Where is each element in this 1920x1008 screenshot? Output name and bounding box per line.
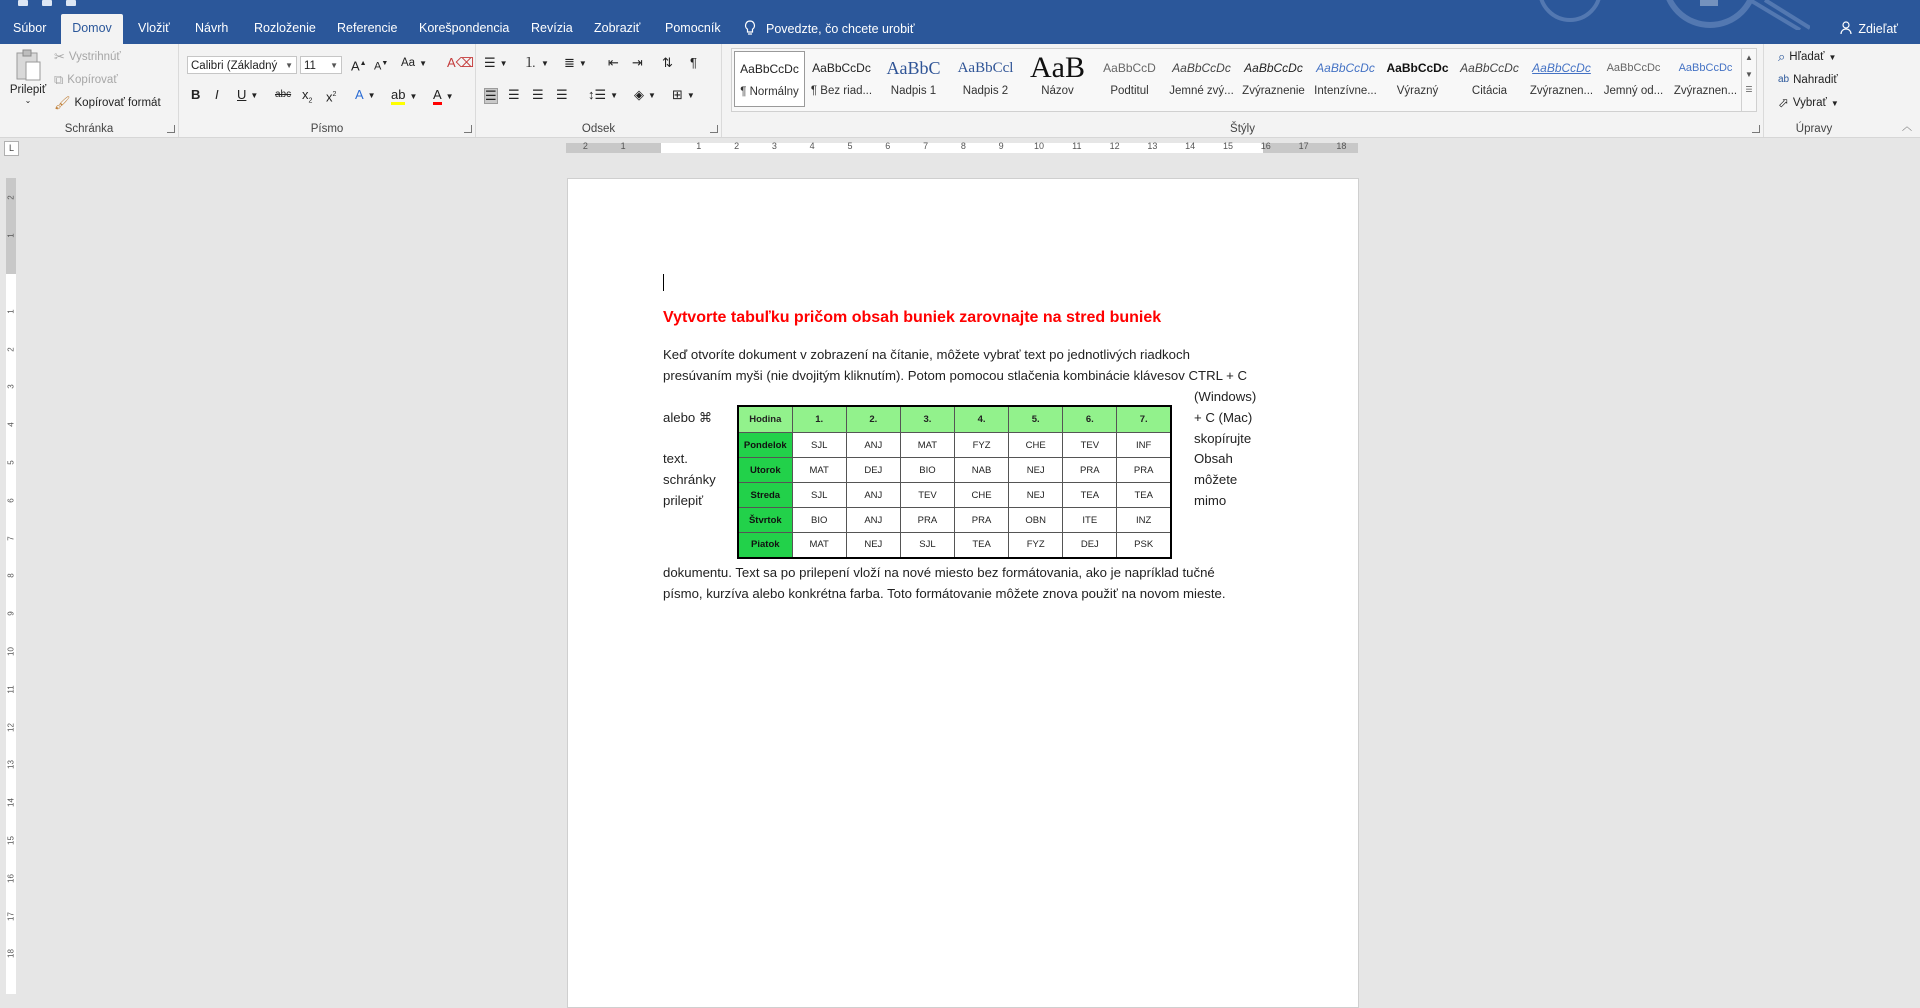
style-item[interactable] (1454, 51, 1525, 107)
redo-icon[interactable] (66, 0, 76, 6)
table-row (738, 433, 1171, 458)
shrink-font-button[interactable] (374, 57, 388, 74)
table-cell[interactable]: OBN (1009, 508, 1063, 533)
ruler-number: 8 (960, 141, 966, 151)
ruler-margin (566, 143, 661, 153)
cut-label: Vystrihnúť (68, 51, 121, 63)
style-name: Zvýraznen... (1673, 85, 1738, 97)
font-color-icon: A (433, 88, 442, 105)
table-cell[interactable]: CHE (955, 483, 1009, 508)
chevron-down-icon: ▼ (541, 58, 549, 68)
table-cell[interactable]: PRA (955, 508, 1009, 533)
chevron-down-icon: ▼ (285, 61, 293, 70)
ruler-number: 16 (6, 873, 16, 883)
table-cell[interactable]: BIO (792, 508, 846, 533)
style-name: Citácia (1471, 85, 1508, 97)
ruler-number: 16 (1260, 141, 1271, 151)
table-cell[interactable]: DEJ (846, 458, 900, 483)
ruler-number: 11 (1072, 141, 1082, 151)
chevron-down-icon: ▼ (1830, 98, 1839, 108)
chevron-down-icon: ▼ (499, 58, 508, 68)
underline-icon: U (237, 87, 247, 102)
style-name: Nadpis 1 (890, 85, 937, 97)
tell-me-text: Povedzte, čo chcete urobiť (766, 22, 915, 36)
grow-font-button[interactable] (351, 57, 367, 73)
table-header-cell[interactable]: 4. (955, 406, 1009, 433)
font-group (179, 44, 476, 137)
wrap-text-right: + C (Mac) (1194, 410, 1253, 425)
paragraph-line: dokumentu. Text sa po prilepení vloží na nové miesto bez formátovania, ako je napríklad tučné (663, 565, 1215, 580)
find-button[interactable] (1778, 50, 1836, 64)
style-item[interactable] (1382, 51, 1453, 107)
wrap-text-right: mimo (1194, 493, 1227, 508)
font-launcher-icon[interactable] (464, 125, 472, 133)
strikethrough-button[interactable] (275, 88, 291, 102)
table-header-row (738, 406, 1171, 433)
shrink-font-icon: A▼ (374, 60, 389, 73)
share-button[interactable] (1840, 14, 1898, 44)
font-group-label: Písmo (310, 123, 344, 135)
chevron-down-icon: ▼ (648, 90, 656, 100)
chevron-down-icon: ▼ (578, 58, 587, 68)
grow-font-icon: A▲ (351, 58, 367, 74)
text-cursor (663, 274, 664, 291)
style-item[interactable] (1310, 51, 1381, 107)
ruler-number: 12 (1109, 141, 1120, 151)
underline-button[interactable] (237, 88, 258, 102)
ruler-number: 3 (6, 384, 16, 390)
document-heading: Vytvorte tabuľku pričom obsah buniek zarovnajte na stred buniek (663, 309, 1162, 326)
ruler-number: 14 (6, 798, 16, 808)
ruler-number: 7 (6, 535, 16, 541)
style-item[interactable] (734, 51, 805, 107)
table-header-cell[interactable]: 1. (792, 406, 846, 433)
ruler-number: 2 (734, 141, 740, 151)
ruler-number: 17 (6, 911, 16, 921)
clear-formatting-icon: A⌫ (447, 55, 475, 70)
ruler-number: 14 (1185, 141, 1196, 151)
table-cell[interactable]: FYZ (1009, 532, 1063, 558)
cursor-arrow-icon: ⬀ (1778, 95, 1789, 110)
wrap-text-right: Obsah (1194, 451, 1233, 466)
subscript-button[interactable] (302, 88, 312, 109)
select-label: Vybrať (1792, 97, 1827, 109)
tab-file[interactable]: Súbor (13, 21, 47, 35)
table-header-cell[interactable]: 5. (1009, 406, 1063, 433)
table-cell[interactable]: NAB (955, 458, 1009, 483)
ruler-number: 12 (6, 722, 16, 732)
table-day-cell[interactable]: Streda (738, 483, 792, 508)
ruler-number: 2 (6, 195, 16, 201)
title-tab-bar (0, 0, 1920, 44)
style-name: Intenzívne... (1314, 85, 1377, 97)
pilcrow-icon: ¶ (690, 55, 697, 70)
chevron-up-icon[interactable]: ▲ (1745, 53, 1753, 62)
strikethrough-icon: abc (275, 89, 292, 100)
clipboard-launcher-icon[interactable] (167, 125, 175, 133)
style-sample: AaBbCcD (1103, 61, 1156, 75)
person-icon (1840, 21, 1852, 38)
find-label: Hľadať (1789, 51, 1825, 63)
chevron-down-icon: ▼ (686, 90, 695, 100)
sort-button[interactable] (662, 56, 673, 70)
format-painter-button[interactable] (54, 96, 161, 110)
paragraph-group-label: Odsek (581, 123, 616, 135)
style-sample: AaBbCcDc (1460, 61, 1519, 75)
table-cell[interactable]: TEV (1063, 433, 1117, 458)
paragraph-launcher-icon[interactable] (710, 125, 718, 133)
tell-me-box[interactable] (744, 14, 915, 44)
copy-button[interactable] (54, 73, 118, 87)
scissors-icon: ✂ (54, 49, 65, 64)
paste-label: Prilepiť (9, 84, 47, 96)
table-day-cell[interactable]: Piatok (738, 532, 792, 558)
bold-button[interactable] (191, 88, 200, 102)
table-day-cell[interactable]: Utorok (738, 458, 792, 483)
paste-button[interactable] (8, 48, 48, 104)
style-sample: AaBbCcDc (1606, 62, 1661, 74)
tab-layout[interactable]: Rozloženie (254, 21, 316, 35)
wrap-text-left: text. (663, 451, 688, 466)
styles-group-label: Štýly (1230, 123, 1255, 135)
ruler-number: 10 (1033, 141, 1045, 151)
style-name: ¶ Bez riad... (810, 85, 873, 97)
table-row (738, 458, 1171, 483)
font-size-value: 11 (304, 60, 316, 72)
superscript-button[interactable] (326, 88, 336, 104)
table-cell[interactable]: BIO (900, 458, 954, 483)
ruler-number: 11 (6, 685, 16, 694)
table-header-cell[interactable]: 6. (1063, 406, 1117, 433)
table-cell[interactable]: NEJ (1009, 458, 1063, 483)
chevron-down-icon: ▼ (409, 92, 418, 101)
shading-button[interactable] (634, 88, 656, 102)
italic-button[interactable] (215, 88, 219, 102)
bullet-list-icon: ☰ (484, 55, 496, 70)
ruler-number: 13 (6, 760, 16, 770)
subscript-icon: $x_2$ (302, 87, 313, 105)
style-item[interactable] (1670, 51, 1741, 107)
decrease-indent-button[interactable] (608, 56, 619, 70)
copy-icon: ⧉ (54, 72, 64, 87)
quick-access-toolbar (18, 0, 76, 8)
ruler-number: 1 (620, 141, 626, 151)
ruler-number: 4 (809, 141, 815, 151)
style-item[interactable] (1526, 51, 1597, 107)
ruler-number: 2 (6, 346, 16, 352)
style-item[interactable] (1238, 51, 1309, 107)
clipboard-icon (14, 48, 42, 82)
sort-icon: ⇅ (662, 55, 673, 70)
table-cell[interactable]: MAT (792, 458, 846, 483)
chevron-down-icon: ▼ (1828, 52, 1837, 62)
bold-icon: B (191, 87, 201, 102)
paint-bucket-icon: ◈ (634, 87, 644, 102)
tab-home[interactable]: Domov (61, 14, 123, 44)
wrap-text-right: môžete (1194, 472, 1238, 487)
vertical-ruler[interactable] (6, 178, 16, 994)
ruler-number: 13 (1147, 141, 1158, 151)
numbered-list-icon: ⒈ (524, 55, 538, 70)
table-cell[interactable]: TEA (955, 532, 1009, 558)
style-name: Podtitul (1110, 85, 1149, 97)
table-row (738, 508, 1171, 533)
tab-help[interactable]: Pomocník (665, 21, 721, 35)
decrease-indent-icon: ⇤ (608, 55, 619, 70)
ruler-number: 15 (6, 836, 16, 845)
table-cell[interactable]: INF (1117, 433, 1171, 458)
style-item[interactable] (1022, 51, 1093, 107)
chevron-down-icon: ▼ (610, 90, 619, 100)
align-left-icon: ☰ (485, 88, 497, 103)
text-effects-button[interactable] (355, 88, 376, 102)
justify-button[interactable] (556, 88, 568, 102)
style-name: Zvýraznenie (1242, 85, 1305, 97)
table-cell[interactable]: NEJ (1009, 483, 1063, 508)
line-spacing-button[interactable] (588, 88, 618, 102)
table-cell[interactable]: PRA (1063, 458, 1117, 483)
style-sample: AaBbC (886, 58, 941, 78)
ruler-number: 5 (847, 141, 853, 151)
style-item[interactable] (806, 51, 877, 107)
style-sample: AaBbCcDc (812, 61, 871, 75)
justify-icon: ☰ (556, 87, 568, 102)
align-right-icon: ☰ (532, 87, 544, 102)
timetable[interactable] (737, 405, 1172, 559)
style-sample: AaBbCcDc (1532, 61, 1591, 75)
select-button[interactable] (1778, 96, 1839, 110)
change-case-label: Aa (401, 57, 416, 69)
table-cell[interactable]: ITE (1063, 508, 1117, 533)
ruler-number: 10 (6, 647, 16, 656)
share-label: Zdieľať (1858, 22, 1898, 36)
replace-label: Nahradiť (1793, 74, 1838, 86)
table-cell[interactable]: TEA (1063, 483, 1117, 508)
ruler-number: 1 (6, 309, 16, 314)
editing-group-label: Úpravy (1795, 123, 1833, 135)
tab-view[interactable]: Zobraziť (594, 21, 641, 35)
table-cell[interactable]: MAT (792, 532, 846, 558)
styles-gallery-scroll[interactable] (1741, 48, 1757, 112)
style-sample: AaBbCcDc (1386, 61, 1449, 75)
style-sample: AaBbCcDc (1172, 61, 1231, 75)
paragraph-line: presúvaním myši (nie dvojitým kliknutím). Potom pomocou stlačenia kombinácie klávesov CTRL + C (663, 368, 1248, 383)
style-name: Výrazný (1396, 85, 1439, 97)
paragraph-group (476, 44, 722, 137)
ruler-number: 2 (582, 141, 588, 151)
ruler-number: 8 (6, 573, 16, 579)
wrap-text-right: (Windows) (1194, 389, 1257, 404)
search-icon: ⌕ (1778, 49, 1786, 64)
table-header-cell[interactable]: 2. (846, 406, 900, 433)
italic-icon: I (215, 87, 219, 102)
style-name: Zvýraznen... (1529, 85, 1594, 97)
style-name: Názov (1041, 85, 1074, 97)
style-sample: AaBbCcDc (740, 62, 799, 76)
chevron-down-icon: ▼ (250, 90, 259, 100)
horizontal-ruler[interactable] (566, 143, 1358, 153)
more-styles-icon[interactable]: ☰ (1745, 85, 1753, 94)
clear-formatting-button[interactable] (447, 56, 474, 70)
style-sample: AaBbCcDc (1678, 62, 1733, 74)
table-header-cell[interactable]: 3. (900, 406, 954, 433)
collapse-ribbon-icon[interactable]: ︿ (1902, 122, 1912, 133)
undo-icon[interactable] (42, 0, 52, 6)
increase-indent-icon: ⇥ (632, 55, 643, 70)
clipboard-group-label: Schránka (64, 123, 114, 135)
ruler-number: 7 (923, 141, 929, 151)
document-page[interactable] (567, 178, 1359, 1008)
styles-launcher-icon[interactable] (1752, 125, 1760, 133)
cut-button[interactable] (54, 50, 121, 64)
ruler-number: 18 (1336, 141, 1347, 151)
show-marks-button[interactable] (690, 56, 697, 70)
chevron-down-icon: ▼ (330, 61, 338, 70)
ribbon (0, 44, 1920, 138)
tab-mailings[interactable]: Korešpondencia (419, 21, 510, 35)
change-case-button[interactable] (401, 57, 427, 69)
table-row (738, 483, 1171, 508)
highlight-button[interactable] (391, 88, 417, 105)
table-header-cell[interactable]: 7. (1117, 406, 1171, 433)
tab-selector-icon[interactable]: L (4, 141, 19, 156)
table-cell[interactable]: ANJ (846, 433, 900, 458)
font-size-combo[interactable] (300, 56, 342, 74)
replace-icon: ab (1778, 74, 1790, 85)
tab-design[interactable]: Návrh (195, 21, 229, 35)
chevron-down-icon[interactable]: ▼ (1745, 70, 1753, 79)
style-item[interactable] (950, 51, 1021, 107)
chevron-down-icon: ▼ (445, 92, 454, 101)
line-spacing-icon: ↕☰ (588, 87, 607, 102)
table-cell[interactable]: MAT (900, 433, 954, 458)
style-item[interactable] (1166, 51, 1237, 107)
font-name-value: Calibri (Základný (191, 60, 278, 72)
superscript-icon: $x^2$ (326, 89, 337, 105)
wrap-text-left: schránky (663, 472, 716, 487)
style-sample: AaBbCcDc (1316, 61, 1375, 75)
style-sample: AaB (1030, 51, 1085, 84)
chevron-down-icon: ▼ (419, 58, 427, 68)
style-item[interactable] (1094, 51, 1165, 107)
style-name: ¶ Normálny (740, 86, 799, 98)
ruler-number: 9 (998, 141, 1004, 151)
chevron-down-icon: ▼ (367, 90, 376, 100)
replace-button[interactable] (1778, 73, 1838, 87)
tab-references[interactable]: Referencie (337, 21, 398, 35)
ruler-number: 5 (6, 460, 16, 465)
style-item[interactable] (1598, 51, 1669, 107)
wrap-text-left: alebo ⌘ (663, 410, 713, 425)
format-painter-icon: 🖌 (54, 95, 71, 110)
table-cell[interactable]: SJL (900, 532, 954, 558)
table-cell[interactable]: PRA (900, 508, 954, 533)
tab-insert[interactable]: Vložiť (138, 21, 170, 35)
multilevel-list-icon: ≣ (564, 55, 575, 70)
style-item[interactable] (878, 51, 949, 107)
numbering-button[interactable] (524, 56, 549, 70)
ruler-number: 6 (885, 141, 891, 151)
tab-review[interactable]: Revízia (531, 21, 573, 35)
styles-group (722, 44, 1764, 137)
style-name: Jemný od... (1603, 85, 1664, 97)
table-cell[interactable]: ANJ (846, 508, 900, 533)
highlighter-icon: ab (391, 88, 405, 105)
ruler-number: 4 (6, 422, 16, 427)
font-color-button[interactable] (433, 88, 454, 105)
table-cell[interactable]: FYZ (955, 433, 1009, 458)
table-cell[interactable]: TEA (1117, 483, 1171, 508)
ruler-number: 18 (6, 949, 16, 959)
font-name-combo[interactable] (187, 56, 297, 74)
editing-group (1764, 44, 1864, 137)
text-effects-icon: A (355, 87, 364, 102)
ruler-number: 17 (1298, 141, 1309, 151)
table-cell[interactable]: PSK (1117, 532, 1171, 558)
style-sample: AaBbCcDc (1244, 61, 1303, 75)
wrap-text-left: prilepiť (663, 493, 704, 508)
ruler-number: 15 (1222, 141, 1234, 151)
paste-dropdown-icon[interactable]: ⌄ (24, 96, 32, 105)
style-name: Jemné zvý... (1169, 85, 1234, 97)
align-left-button[interactable] (484, 88, 498, 104)
table-cell[interactable]: SJL (792, 483, 846, 508)
table-day-cell[interactable]: Štvrtok (738, 508, 792, 533)
table-cell[interactable]: ANJ (846, 483, 900, 508)
table-cell[interactable]: PRA (1117, 458, 1171, 483)
align-center-icon: ☰ (508, 87, 520, 102)
table-row (738, 532, 1171, 558)
ruler-number: 6 (6, 498, 16, 503)
table-cell[interactable]: CHE (1009, 433, 1063, 458)
style-name: Nadpis 2 (962, 85, 1009, 97)
table-cell[interactable]: INZ (1117, 508, 1171, 533)
table-day-cell[interactable]: Pondelok (738, 433, 792, 458)
multilevel-list-button[interactable] (564, 56, 587, 70)
title-decoration (1510, 0, 1810, 30)
wrap-text-right: skopírujte (1194, 431, 1252, 446)
ruler-number: 3 (771, 141, 777, 151)
paragraph-line: písmo, kurzíva alebo konkrétna farba. Toto formátovanie môžete znova použiť na novom mieste. (663, 586, 1226, 601)
table-cell[interactable]: SJL (792, 433, 846, 458)
table-cell[interactable]: TEV (900, 483, 954, 508)
align-right-button[interactable] (532, 88, 544, 102)
lightbulb-icon (744, 20, 756, 39)
ruler-number: 1 (6, 233, 16, 238)
table-cell[interactable]: NEJ (846, 532, 900, 558)
borders-button[interactable] (672, 88, 695, 102)
align-center-button[interactable] (508, 88, 520, 102)
borders-icon: ⊞ (672, 87, 683, 102)
styles-gallery (731, 48, 1743, 112)
ruler-number: 1 (696, 141, 702, 151)
table-cell[interactable]: DEJ (1063, 532, 1117, 558)
save-icon[interactable] (18, 0, 28, 6)
ruler-number: 9 (6, 611, 16, 616)
table-header-cell[interactable]: Hodina (738, 406, 792, 433)
bullets-button[interactable] (484, 56, 508, 70)
increase-indent-button[interactable] (632, 56, 643, 70)
paragraph-line: Keď otvoríte dokument v zobrazení na čítanie, môžete vybrať text po jednotlivých riadkoch (663, 347, 1190, 362)
clipboard-group (0, 44, 179, 137)
style-sample: AaBbCcl (957, 60, 1014, 76)
format-painter-label: Kopírovať formát (74, 97, 161, 109)
copy-label: Kopírovať (67, 74, 118, 86)
